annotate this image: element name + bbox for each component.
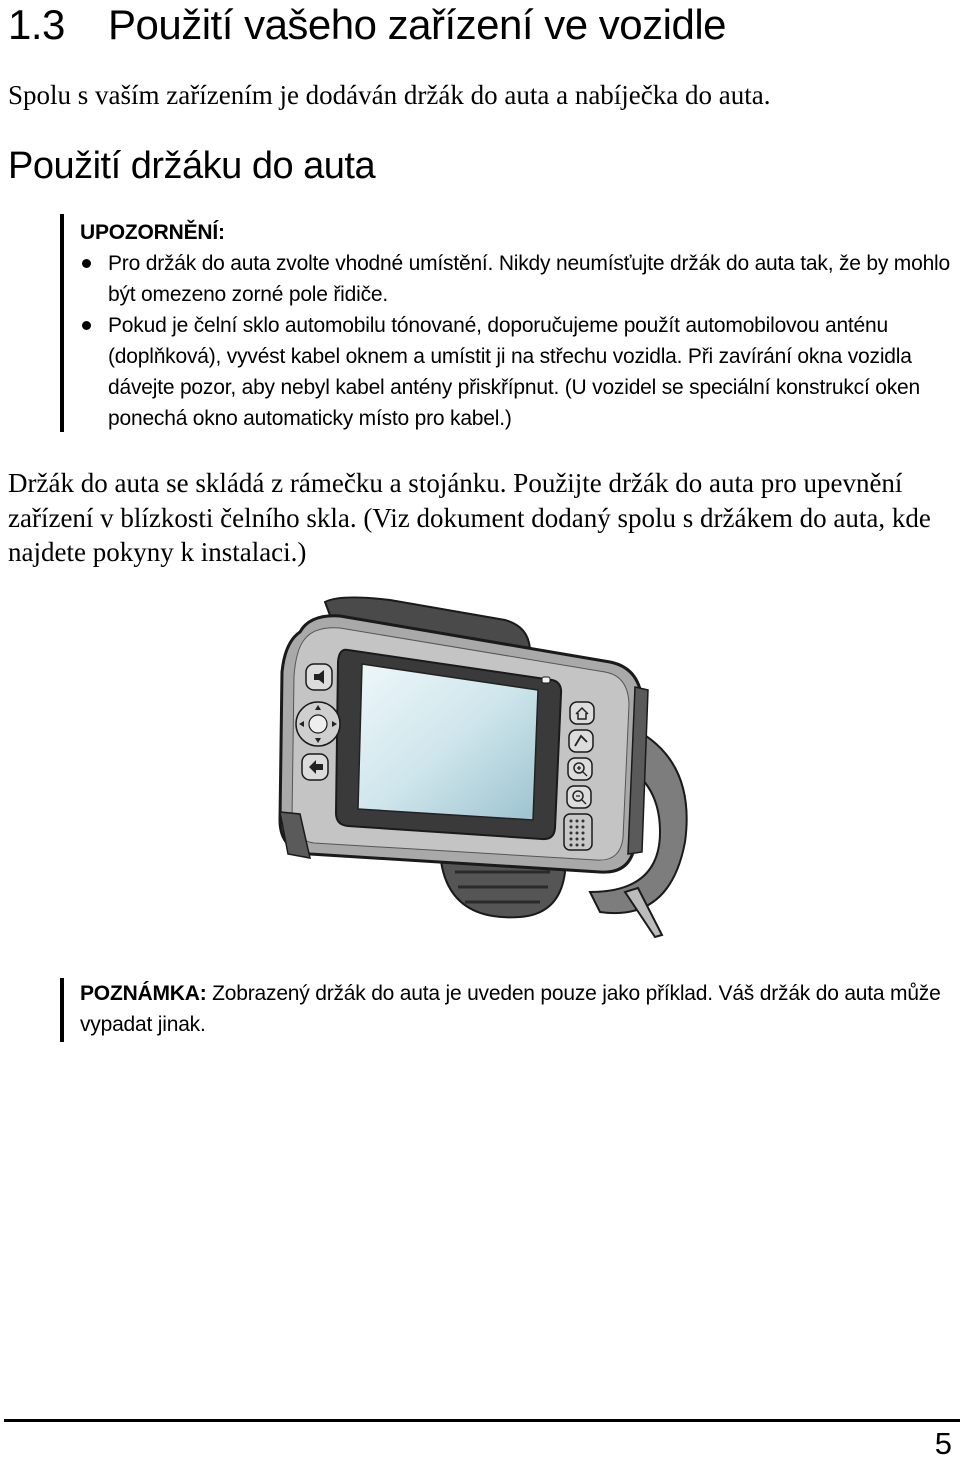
- list-item: [80, 248, 960, 310]
- warning-item-text: Pokud je čelní sklo automobilu tónované, doporučujeme použít automobilovou anténu (doplňková), vyvést kabel oknem a umístit ji na střechu vozidla. Při zavírání okna vozidla dávejte pozor, aby nebyl kabel antény přiskřípnut. (U vozidel se speciální konstrukcí oken ponechá okno automaticky místo pro kabel.): [108, 314, 920, 430]
- route-icon: [569, 730, 593, 752]
- back-arrow-icon: [302, 754, 328, 780]
- body-paragraph: Držák do auta se skládá z rámečku a stojánku. Použijte držák do auta pro upevnění zařízení v blízkosti čelního skla. (Viz dokument dodaný spolu s držákem do auta, kde najdete pokyny k instalaci.): [8, 468, 931, 567]
- list-item: [80, 310, 960, 434]
- warning-callout: [60, 214, 960, 432]
- device-in-car-holder-illustration: [230, 592, 710, 947]
- warning-item-text: Pro držák do auta zvolte vhodné umístění. Nikdy neumísťujte držák do auta tak, že by mohlo být omezeno zorné pole řidiče.: [108, 252, 950, 306]
- bullet-icon: [82, 321, 91, 330]
- zoom-in-icon: [568, 758, 592, 780]
- navigation-dpad-icon: [296, 702, 340, 746]
- warning-title: UPOZORNĚNÍ:: [80, 221, 225, 244]
- home-icon: [570, 702, 594, 724]
- section-title-text: Použití vašeho zařízení ve vozidle: [108, 1, 727, 48]
- mute-icon: [306, 664, 332, 690]
- speaker-grille-icon: [564, 814, 592, 850]
- sub-heading: Použití držáku do auta: [8, 145, 376, 187]
- warning-list: [80, 248, 960, 434]
- zoom-out-icon: [567, 786, 591, 808]
- intro-paragraph: Spolu s vaším zařízením je dodáván držák do auta a nabíječka do auta.: [8, 80, 771, 110]
- note-callout: [60, 978, 960, 1042]
- note-text: Zobrazený držák do auta je uveden pouze jako příklad. Váš držák do auta může vypadat jinak.: [80, 982, 941, 1036]
- footer-rule: [4, 1419, 960, 1422]
- note-label: POZNÁMKA:: [80, 982, 207, 1005]
- section-title: [8, 0, 726, 50]
- page-number: 5: [934, 1426, 952, 1461]
- bullet-icon: [82, 259, 91, 268]
- section-number: 1.3: [8, 1, 65, 48]
